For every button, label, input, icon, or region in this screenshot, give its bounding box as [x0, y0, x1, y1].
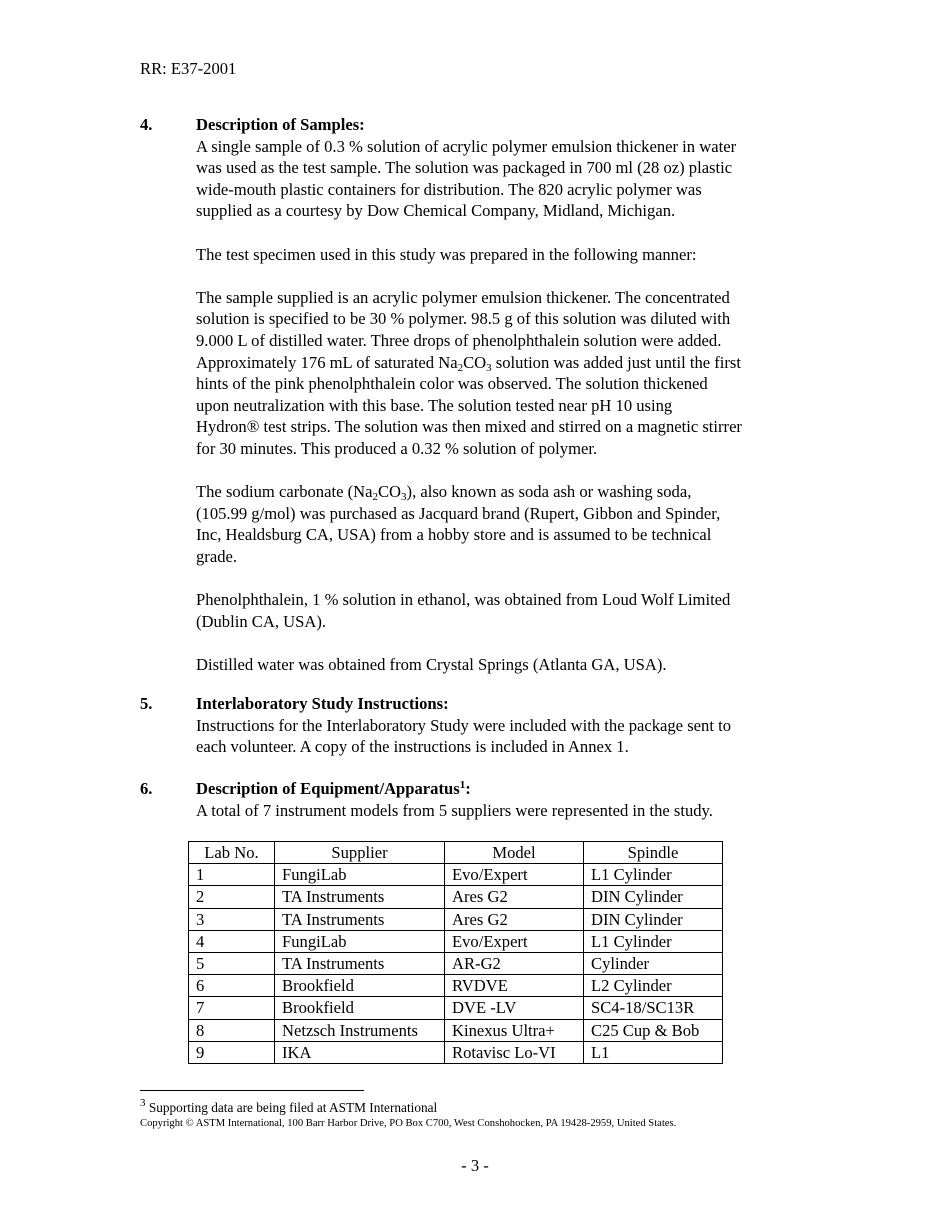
- cell-model: Ares G2: [445, 908, 584, 930]
- cell-spindle: C25 Cup & Bob: [584, 1019, 723, 1041]
- footnote-mark: 3: [140, 1097, 146, 1109]
- cell-lab-no: 1: [189, 864, 275, 886]
- cell-supplier: TA Instruments: [275, 908, 445, 930]
- cell-lab-no: 4: [189, 930, 275, 952]
- footnote-reference: 1: [459, 779, 466, 791]
- cell-model: Evo/Expert: [445, 864, 584, 886]
- cell-model: AR-G2: [445, 952, 584, 974]
- subscript: 2: [457, 361, 464, 374]
- section-title: Description of Samples:: [196, 115, 365, 134]
- text-line: hints of the pink phenolphthalein color was observed. The solution thickened: [196, 374, 708, 394]
- footnote-divider: [140, 1090, 364, 1091]
- cell-lab-no: 9: [189, 1041, 275, 1063]
- cell-model: DVE -LV: [445, 997, 584, 1019]
- header-model: Model: [445, 842, 584, 864]
- text-fragment: The sodium carbonate (Na: [196, 482, 373, 502]
- cell-lab-no: 3: [189, 908, 275, 930]
- cell-lab-no: 6: [189, 975, 275, 997]
- table-row: [189, 930, 723, 952]
- table-row: [189, 975, 723, 997]
- cell-model: Ares G2: [445, 886, 584, 908]
- footnote-text: Supporting data are being filed at ASTM International: [145, 1100, 438, 1115]
- cell-supplier: Brookfield: [275, 975, 445, 997]
- text-line: upon neutralization with this base. The solution tested near pH 10 using: [196, 395, 673, 415]
- cell-spindle: Cylinder: [584, 952, 723, 974]
- text-line: for 30 minutes. This produced a 0.32 % solution of polymer.: [196, 438, 598, 458]
- text-line: Inc, Healdsburg CA, USA) from a hobby store and is assumed to be technical: [196, 525, 712, 545]
- subscript: 3: [486, 361, 492, 374]
- running-header: RR: E37-2001: [140, 59, 237, 78]
- cell-lab-no: 5: [189, 952, 275, 974]
- text-line: supplied as a courtesy by Dow Chemical Company, Midland, Michigan.: [196, 201, 676, 221]
- table-header-row: [189, 842, 723, 864]
- copyright-notice: Copyright © ASTM International, 100 Barr Harbor Drive, PO Box C700, West Conshohocken, PA 19428-2959, United States.: [140, 1118, 677, 1129]
- cell-lab-no: 8: [189, 1019, 275, 1041]
- header-supplier: Supplier: [275, 842, 445, 864]
- cell-lab-no: 7: [189, 997, 275, 1019]
- section-number: 6.: [140, 779, 153, 798]
- table-row: [189, 1019, 723, 1041]
- paragraph-sodium-carbonate: [196, 481, 826, 567]
- equipment-table: [188, 841, 723, 1064]
- text-line: grade.: [196, 546, 237, 566]
- text-fragment: ), also known as soda ash or washing soda,: [406, 482, 692, 502]
- page-number: - 3 -: [461, 1156, 489, 1175]
- header-spindle: Spindle: [584, 842, 723, 864]
- text-line: Instructions for the Interlaboratory Study were included with the package sent to: [196, 715, 731, 735]
- text-fragment: CO: [377, 482, 402, 502]
- cell-supplier: TA Instruments: [275, 886, 445, 908]
- cell-spindle: SC4-18/SC13R: [584, 997, 723, 1019]
- section-title: Interlaboratory Study Instructions:: [196, 694, 449, 713]
- section-title: [196, 778, 826, 800]
- table-row: [189, 952, 723, 974]
- paragraph-prep-intro: The test specimen used in this study was prepared in the following manner:: [196, 244, 697, 264]
- text-line: Hydron® test strips. The solution was then mixed and stirred on a magnetic stirrer: [196, 417, 742, 437]
- table-row: [189, 886, 723, 908]
- cell-supplier: Netzsch Instruments: [275, 1019, 445, 1041]
- table-row: [189, 997, 723, 1019]
- cell-spindle: L2 Cylinder: [584, 975, 723, 997]
- paragraph-sample: [196, 136, 826, 222]
- table-row: [189, 864, 723, 886]
- cell-supplier: FungiLab: [275, 930, 445, 952]
- cell-spindle: L1 Cylinder: [584, 864, 723, 886]
- cell-spindle: DIN Cylinder: [584, 886, 723, 908]
- section-title-colon: :: [465, 779, 471, 798]
- text-fragment: solution was added just until the first: [491, 352, 742, 372]
- subscript: 2: [372, 491, 378, 504]
- text-line: solution is specified to be 30 % polymer. 98.5 g of this solution was diluted with: [196, 309, 731, 329]
- text-line: 9.000 L of distilled water. Three drops of phenolphthalein solution were added.: [196, 330, 722, 350]
- cell-spindle: L1 Cylinder: [584, 930, 723, 952]
- section-number: 5.: [140, 694, 153, 713]
- paragraph-water: Distilled water was obtained from Crystal Springs (Atlanta GA, USA).: [196, 654, 667, 674]
- cell-supplier: TA Instruments: [275, 952, 445, 974]
- text-line: was used as the test sample. The solution was packaged in 700 ml (28 oz) plastic: [196, 158, 733, 178]
- paragraph-phenolphthalein: [196, 589, 826, 632]
- text-line: Phenolphthalein, 1 % solution in ethanol, was obtained from Loud Wolf Limited: [196, 590, 731, 610]
- footnote: [140, 1097, 438, 1116]
- cell-spindle: L1: [584, 1041, 723, 1063]
- text-line: (105.99 g/mol) was purchased as Jacquard brand (Rupert, Gibbon and Spinder,: [196, 503, 721, 523]
- cell-model: Evo/Expert: [445, 930, 584, 952]
- subscript: 3: [401, 491, 407, 504]
- table-row: [189, 1041, 723, 1063]
- cell-model: Kinexus Ultra+: [445, 1019, 584, 1041]
- cell-supplier: IKA: [275, 1041, 445, 1063]
- paragraph-instructions: [196, 715, 826, 758]
- text-line: The sample supplied is an acrylic polymer emulsion thickener. The concentrated: [196, 287, 730, 307]
- table-row: [189, 908, 723, 930]
- cell-supplier: FungiLab: [275, 864, 445, 886]
- text-line: A single sample of 0.3 % solution of acrylic polymer emulsion thickener in water: [196, 136, 737, 156]
- text-line: (Dublin CA, USA).: [196, 611, 326, 631]
- paragraph-prep: [196, 287, 826, 460]
- text-line: wide-mouth plastic containers for distribution. The 820 acrylic polymer was: [196, 179, 702, 199]
- cell-model: Rotavisc Lo-VI: [445, 1041, 584, 1063]
- text-line: each volunteer. A copy of the instructions is included in Annex 1.: [196, 737, 629, 757]
- text-fragment: Approximately 176 mL of saturated Na: [196, 352, 458, 372]
- text-fragment: CO: [463, 352, 487, 372]
- cell-model: RVDVE: [445, 975, 584, 997]
- cell-spindle: DIN Cylinder: [584, 908, 723, 930]
- cell-lab-no: 2: [189, 886, 275, 908]
- header-lab-no: Lab No.: [189, 842, 275, 864]
- cell-supplier: Brookfield: [275, 997, 445, 1019]
- paragraph-equipment: A total of 7 instrument models from 5 suppliers were represented in the study.: [196, 800, 713, 820]
- section-title-text: Description of Equipment/Apparatus: [196, 779, 460, 798]
- section-number: 4.: [140, 115, 153, 134]
